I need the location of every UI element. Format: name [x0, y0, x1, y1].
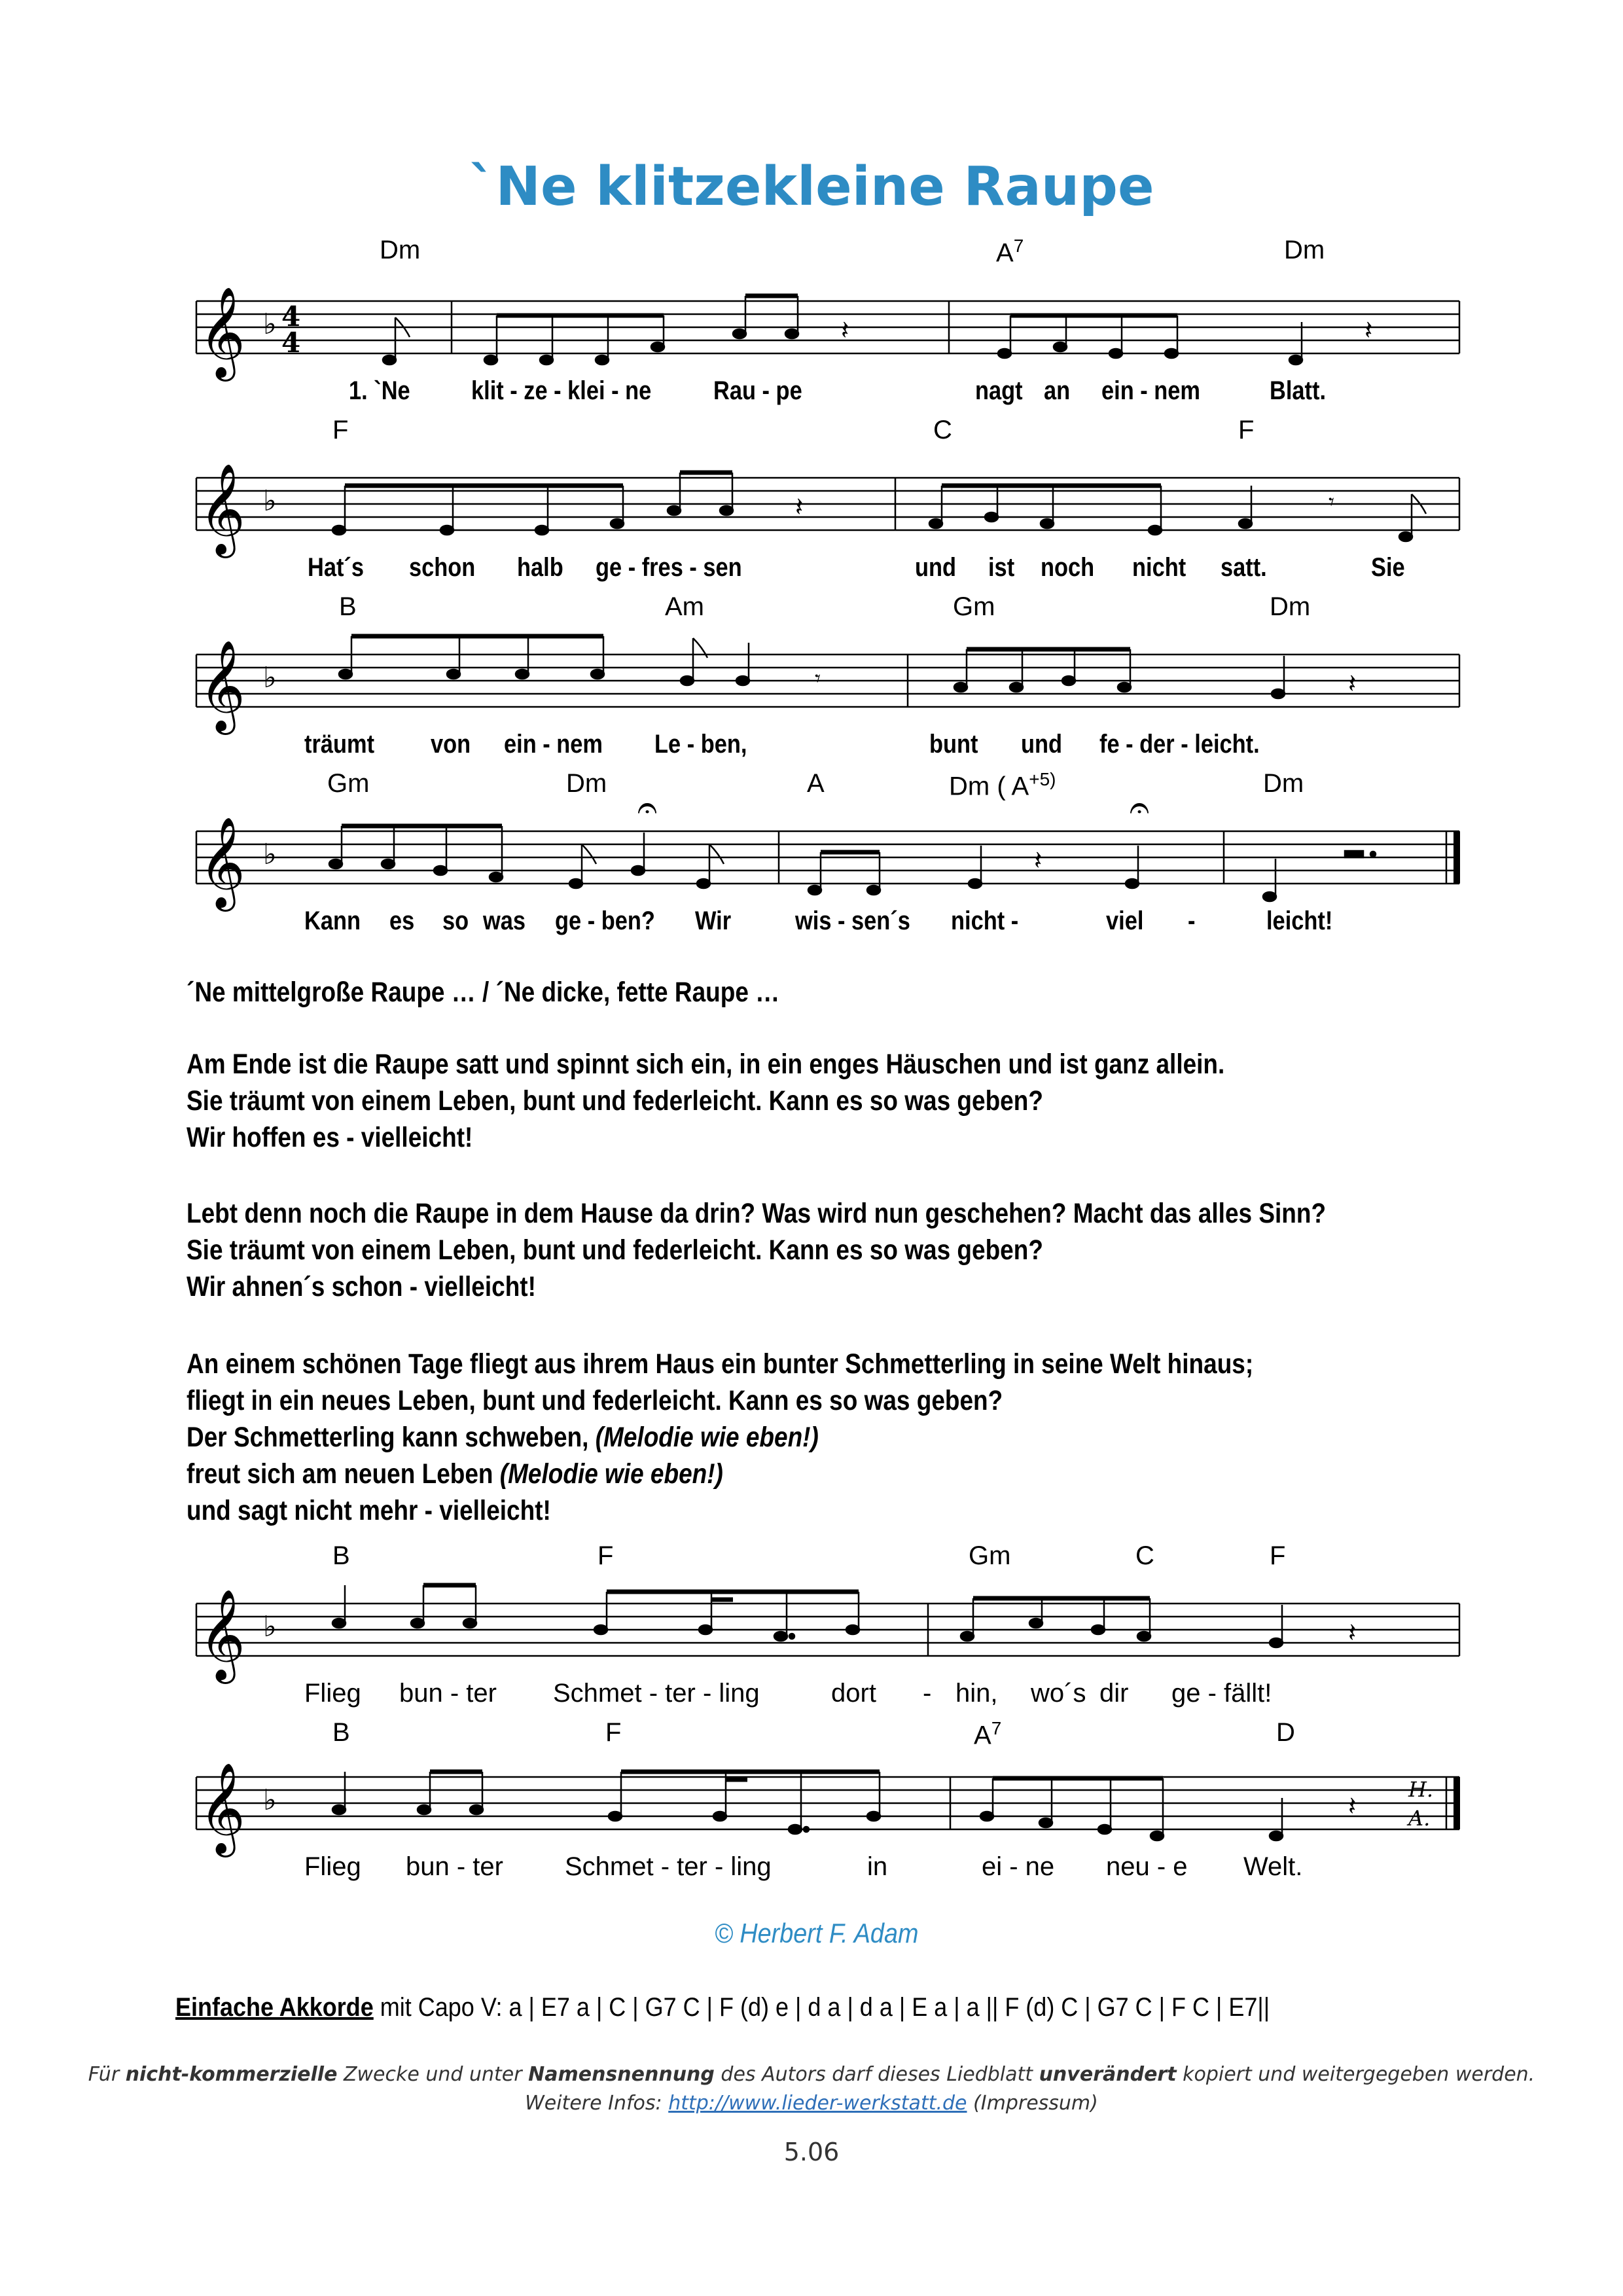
lyric-syllable: fe - der - leicht.	[1099, 730, 1260, 759]
chord-symbol: B	[332, 1718, 350, 1747]
lyric-syllable: -	[923, 1679, 932, 1708]
lyric-syllable: -	[1188, 906, 1196, 935]
lyric-syllable: Rau - pe	[713, 376, 802, 405]
music-system-1	[190, 236, 1472, 419]
svg-text:𝄽: 𝄽	[841, 315, 849, 346]
lyric-syllable: satt.	[1221, 553, 1267, 582]
verse-line: Lebt denn noch die Raupe in dem Hause da drin? Was wird nun geschehen? Macht das alles Sinn?	[187, 1198, 1327, 1229]
repeat-mark: A.	[1408, 1806, 1431, 1831]
chord-symbol: D	[1276, 1718, 1295, 1747]
chord-symbol: Dm ( $A^{+5)}$	[949, 769, 1056, 801]
music-system-3	[190, 589, 1472, 772]
svg-text:𝄽: 𝄽	[795, 492, 804, 522]
svg-text:𝄽: 𝄽	[1364, 315, 1373, 346]
svg-text:♭: ♭	[263, 1610, 277, 1643]
lyric-syllable: an	[1044, 376, 1071, 405]
repeat-mark: H.	[1408, 1777, 1434, 1802]
chord-symbol: $A^7$	[974, 1718, 1002, 1750]
lyric-syllable: dort	[831, 1679, 876, 1708]
verse-4	[187, 1195, 1327, 1305]
lyric-syllable: träumt	[304, 730, 375, 759]
lyric-syllable: schon	[409, 553, 476, 582]
music-system-6	[190, 1712, 1472, 1895]
verse-line: ´Ne mittelgroße Raupe … / ´Ne dicke, fette Raupe …	[187, 977, 780, 1008]
svg-text:𝄽: 𝄽	[1348, 669, 1357, 699]
lyric-syllable: nicht	[1132, 553, 1186, 582]
page-number: 5.06	[783, 2138, 840, 2166]
license-note: Für nicht-kommerzielle Zwecke und unter Namensnennung des Autors darf dieses Liedblatt unverändert kopiert und weitergegeben werden.	[88, 2063, 1535, 2086]
svg-text:𝄾: 𝄾	[815, 666, 821, 692]
chord-symbol: F	[605, 1718, 622, 1747]
chord-symbol: Gm	[327, 769, 370, 798]
chord-symbol: $A^7$	[996, 236, 1024, 268]
verse-line: Wir hoffen es - vielleicht!	[187, 1122, 473, 1153]
chord-symbol: Dm	[1284, 236, 1325, 264]
svg-text:𝄐: 𝄐	[637, 787, 658, 828]
lyric-syllable: nicht -	[951, 906, 1019, 935]
svg-text:𝄞: 𝄞	[199, 1589, 245, 1680]
chord-symbol: F	[1238, 416, 1255, 444]
lyric-syllable: bunt	[929, 730, 978, 759]
lyric-syllable: ge - ben?	[555, 906, 655, 935]
chord-symbol: F	[332, 416, 349, 444]
svg-text:𝄞: 𝄞	[199, 1763, 245, 1854]
lyric-syllable: Flieg	[304, 1679, 361, 1708]
lyric-syllable: klit - ze - klei - ne	[471, 376, 652, 405]
lyric-syllable: Schmet - ter - ling	[553, 1679, 760, 1708]
chord-symbol: Am	[665, 592, 704, 621]
svg-text:♭: ♭	[263, 484, 277, 518]
staff-6	[190, 1731, 1472, 1862]
lyric-syllable: es	[389, 906, 415, 935]
verse-5	[187, 1346, 1312, 1529]
chord-symbol: Gm	[969, 1541, 1011, 1570]
svg-text:4: 4	[281, 300, 301, 332]
music-system-5	[190, 1538, 1472, 1721]
lyric-syllable: und	[915, 553, 957, 582]
verse-2	[187, 974, 1312, 1011]
staff-1	[190, 255, 1472, 386]
lyric-syllable: was	[483, 906, 526, 935]
chord-symbol: F	[1270, 1541, 1286, 1570]
lyric-syllable: 1. `Ne	[349, 376, 410, 405]
svg-text:𝄞: 𝄞	[199, 817, 245, 908]
svg-text:𝄽: 𝄽	[1348, 1791, 1357, 1821]
lyric-syllable: Blatt.	[1270, 376, 1326, 405]
lyric-syllable: von	[431, 730, 471, 759]
lyric-syllable: dir	[1099, 1679, 1129, 1708]
lyric-syllable: viel	[1106, 906, 1144, 935]
copyright-notice: © Herbert F. Adam	[715, 1918, 919, 1948]
lyric-syllable: ge - fres - sen	[596, 553, 742, 582]
simple-chords-line	[175, 1993, 1270, 2022]
verse-line: Der Schmetterling kann schweben, (Melodie wie eben!)	[187, 1422, 819, 1453]
staff-4	[190, 785, 1472, 916]
chord-symbol: C	[1135, 1541, 1154, 1570]
staff-5	[190, 1558, 1472, 1689]
lyric-syllable: bun - ter	[406, 1852, 503, 1881]
svg-text:♭: ♭	[263, 308, 277, 341]
verse-line: Am Ende ist die Raupe satt und spinnt sich ein, in ein enges Häuschen und ist ganz allein.	[187, 1049, 1225, 1080]
lyric-syllable: Wir	[695, 906, 732, 935]
lyric-syllable: Schmet - ter - ling	[565, 1852, 772, 1881]
info-line: Weitere Infos: http://www.lieder-werkstatt.de (Impressum)	[525, 2092, 1098, 2115]
lyric-syllable: noch	[1041, 553, 1095, 582]
website-link[interactable]: http://www.lieder-werkstatt.de	[668, 2092, 967, 2115]
svg-text:𝄞: 𝄞	[199, 640, 245, 731]
lyric-syllable: Hat´s	[308, 553, 365, 582]
verse-line: Sie träumt von einem Leben, bunt und federleicht. Kann es so was geben?	[187, 1085, 1043, 1117]
chord-symbol: B	[339, 592, 357, 621]
lyric-syllable: und	[1021, 730, 1063, 759]
svg-text:♭: ♭	[263, 1784, 277, 1817]
verse-line: Sie träumt von einem Leben, bunt und federleicht. Kann es so was geben?	[187, 1234, 1043, 1266]
lyric-syllable: ist	[988, 553, 1015, 582]
lyric-syllable: wis - sen´s	[795, 906, 910, 935]
lyric-syllable: in	[867, 1852, 888, 1881]
lyric-syllable: Kann	[304, 906, 361, 935]
lyric-syllable: Welt.	[1243, 1852, 1303, 1881]
chord-symbol: B	[332, 1541, 350, 1570]
chord-symbol: Dm	[380, 236, 421, 264]
svg-text:𝄞: 𝄞	[199, 463, 245, 554]
lyric-syllable: halb	[517, 553, 563, 582]
svg-text:4: 4	[281, 327, 301, 359]
chord-symbol: Dm	[1270, 592, 1311, 621]
lyric-syllable: ei - ne	[982, 1852, 1055, 1881]
lyric-syllable: nagt	[975, 376, 1023, 405]
lyric-syllable: hin,	[955, 1679, 998, 1708]
song-title: `Ne klitzekleine Raupe	[469, 156, 1154, 218]
verse-line: An einem schönen Tage fliegt aus ihrem Haus ein bunter Schmetterling in seine Welt hinaus;	[187, 1348, 1254, 1380]
lyric-syllable: so	[442, 906, 469, 935]
svg-text:𝄞: 𝄞	[199, 287, 245, 378]
lyric-syllable: ge - fällt!	[1171, 1679, 1272, 1708]
staff-3	[190, 609, 1472, 740]
lyric-syllable: bun - ter	[399, 1679, 497, 1708]
simple-chords-label: Einfache Akkorde	[175, 1993, 374, 2022]
lyric-syllable: neu - e	[1106, 1852, 1188, 1881]
svg-text:𝄐: 𝄐	[1130, 787, 1150, 828]
chord-symbol: Dm	[1263, 769, 1304, 798]
lyric-syllable: ein - nem	[504, 730, 603, 759]
verse-line: freut sich am neuen Leben (Melodie wie eben!)	[187, 1458, 723, 1490]
verse-line: und sagt nicht mehr - vielleicht!	[187, 1495, 551, 1526]
svg-text:♭: ♭	[263, 661, 277, 694]
verse-line: fliegt in ein neues Leben, bunt und federleicht. Kann es so was geben?	[187, 1385, 1003, 1416]
staff-2	[190, 432, 1472, 563]
svg-text:♭: ♭	[263, 838, 277, 871]
chord-symbol: F	[597, 1541, 614, 1570]
chord-symbol: Gm	[953, 592, 995, 621]
chord-symbol: C	[933, 416, 952, 444]
verse-line: Wir ahnen´s schon - vielleicht!	[187, 1271, 536, 1302]
chord-symbol: Dm	[566, 769, 607, 798]
verse-3	[187, 1046, 1312, 1156]
svg-text:𝄽: 𝄽	[1034, 846, 1043, 876]
lyric-syllable: Sie	[1371, 553, 1405, 582]
chord-symbol: A	[807, 769, 825, 798]
lyric-syllable: wo´s	[1031, 1679, 1086, 1708]
lyric-syllable: ein - nem	[1101, 376, 1201, 405]
music-system-2	[190, 412, 1472, 596]
music-system-4	[190, 766, 1472, 949]
lyric-syllable: leicht!	[1266, 906, 1333, 935]
lyric-syllable: Flieg	[304, 1852, 361, 1881]
simple-chords-text: mit Capo V: a | E7 a | C | G7 C | F (d) e | d a | d a | E a | a || F (d) C | G7 C | F C | E7||	[373, 1993, 1270, 2022]
lyric-syllable: Le - ben,	[654, 730, 747, 759]
svg-text:𝄾: 𝄾	[1329, 489, 1335, 515]
svg-text:𝄽: 𝄽	[1348, 1618, 1357, 1648]
